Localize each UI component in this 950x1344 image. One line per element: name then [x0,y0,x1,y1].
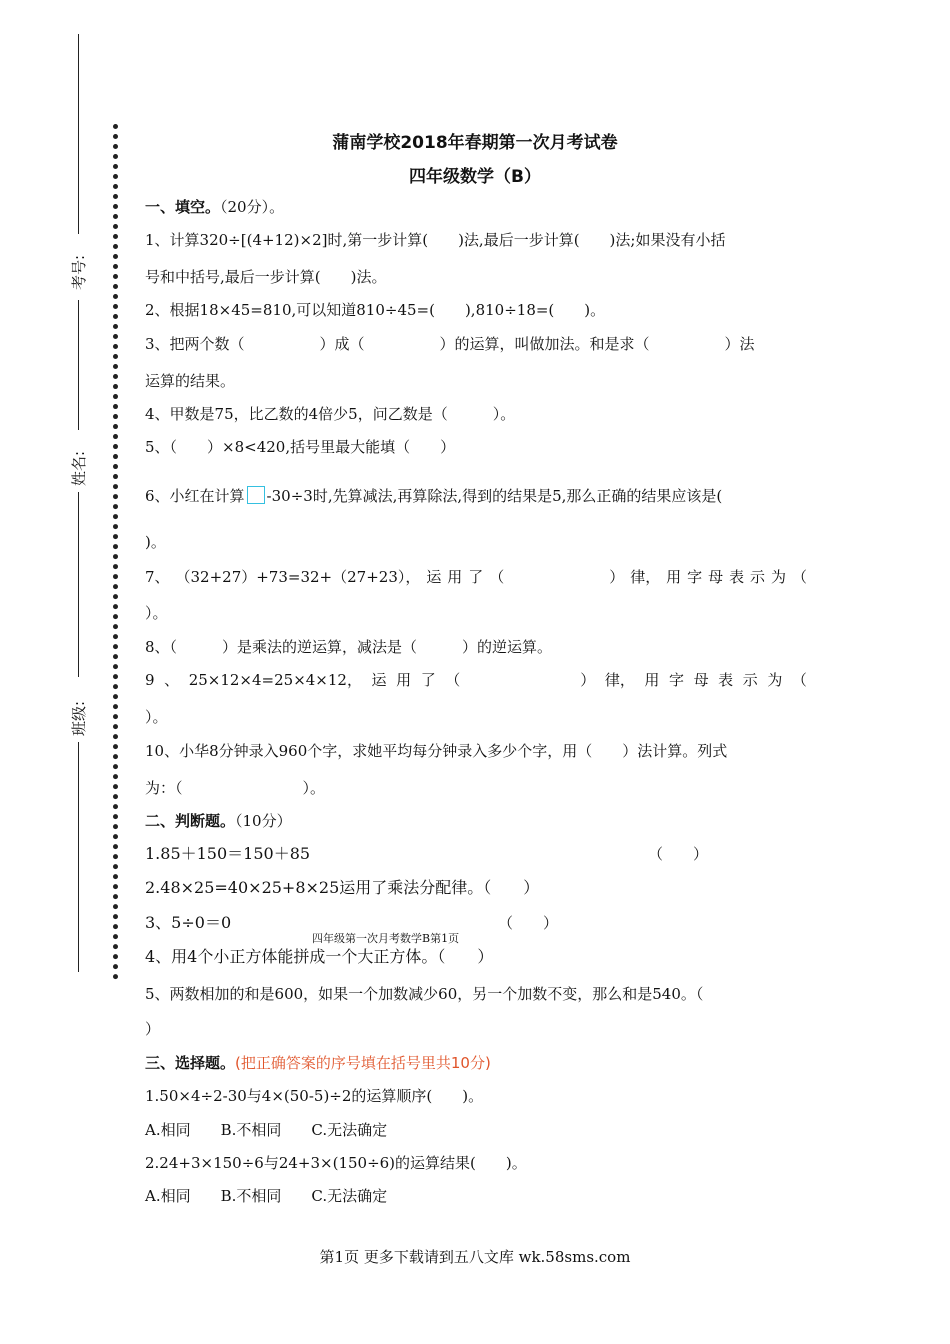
section-2-heading [145,811,292,831]
q9-part: 用 [396,671,412,689]
q9-part: 律， [604,671,635,689]
q7-part: 律， [630,568,661,586]
margin-line-lower [78,492,79,677]
q9-part: （ ） [445,671,596,689]
q7-part: 母 [708,568,724,586]
judge-5-line-1: 5、两数相加的和是600，如果一个加数减少60，另一个加数不变，那么和是540。（ [145,985,704,1003]
question-6-after: -30÷3时,先算减法,再算除法,得到的结果是5,那么正确的结果应该是( [266,487,723,505]
question-7-line-2: ）。 [145,604,168,622]
question-9-line-2: ）。 [145,708,168,726]
question-3-line-2: 运算的结果。 [145,372,236,390]
q7-part: 用 [447,568,463,586]
class-label: 班级: [70,700,88,736]
exam-number-label: 考号: [70,254,88,290]
question-6-line-1 [145,486,722,506]
section-1-score: （20分）。 [220,198,285,216]
q9-part: 了 [420,671,436,689]
choice-2: 2.24+3×150÷6与24+3×(150÷6)的运算结果( )。 [145,1154,527,1172]
question-9-line-1 [145,670,807,690]
name-label: 姓名: [70,450,88,486]
choice-2-options: A.相同 B.不相同 C.无法确定 [145,1187,388,1205]
choice-1: 1.50×4÷2-30与4×(50-5)÷2的运算顺序( )。 [145,1087,484,1105]
q7-part: （ ） [489,568,625,586]
q7-part: 为 [771,568,787,586]
section-1-title: 一、填空。 [145,198,221,216]
q9-part: 示 [742,671,758,689]
q7-part: （ [791,568,807,586]
question-3-line-1: 3、把两个数（ ）成（ ）的运算，叫做加法。和是求（ ）法 [145,335,755,353]
q9-part: 运 [371,671,387,689]
judge-4: 4、用4个小正方体能拼成一个大正方体。（ ） [145,947,494,966]
margin-line-middle [78,300,79,430]
question-6-before: 6、小红在计算 [145,487,245,505]
section-3-title: 三、选择题。 [145,1054,236,1072]
blank-square-icon [247,486,265,504]
q9-part: 母 [693,671,709,689]
question-6-line-2: )。 [145,533,166,551]
q7-part: （32+27）+73=32+（27+23）， [175,568,421,586]
q9-part: 为 [767,671,783,689]
margin-line-bottom [78,742,79,972]
q7-part: 字 [687,568,703,586]
question-1-line-1: 1、计算320÷[(4+12)×2]时,第一步计算( )法,最后一步计算( )法;如果没有小括 [145,231,726,249]
judge-1: 1.85＋150＝150＋85 [145,844,311,863]
page-footer: 第1页 更多下载请到五八文库 wk.58sms.com [319,1248,631,1266]
page-subtitle: 四年级数学（B） [409,167,541,187]
q9-part: 9 [145,671,155,689]
question-8: 8、（ ）是乘法的逆运算，减法是（ ）的逆运算。 [145,638,553,656]
q7-part: 表 [729,568,745,586]
judge-3: 3、5÷0＝0 [145,913,232,932]
section-3-heading [145,1053,491,1073]
question-10-line-2: 为：（ ）。 [145,779,326,797]
q7-part: 7、 [145,568,170,586]
judge-5-line-2: ） [145,1020,161,1038]
q9-part: 表 [718,671,734,689]
overlay-page-footer: 四年级第一次月考数学B第1页 [312,932,460,945]
q9-part: （ [791,671,807,689]
q7-part: 用 [666,568,682,586]
q9-part: 用 [644,671,660,689]
page-title: 蒲南学校2018年春期第一次月考试卷 [332,133,618,153]
section-3-note: (把正确答案的序号填在括号里共10分) [235,1054,491,1072]
section-2-title: 二、判断题。 [145,812,236,830]
binding-dotted-line [113,124,118,980]
question-10-line-1: 10、小华8分钟录入960个字，求她平均每分钟录入多少个字，用（ ）法计算。列式 [145,742,728,760]
choice-1-options: A.相同 B.不相同 C.无法确定 [145,1121,388,1139]
judge-3-paren: （ ） [498,914,559,932]
section-1-heading [145,197,284,217]
q7-part: 了 [468,568,484,586]
question-7-line-1 [145,567,807,587]
judge-1-paren: （ ） [648,845,709,863]
question-1-line-2: 号和中括号,最后一步计算( )法。 [145,268,387,286]
q9-part: 25×12×4=25×4×12， [188,671,362,689]
question-4: 4、甲数是75，比乙数的4倍少5，问乙数是（ ）。 [145,405,516,423]
q9-part: 、 [164,671,180,689]
q7-part: 运 [426,568,442,586]
q7-part: 示 [750,568,766,586]
question-2: 2、根据18×45=810,可以知道810÷45=( ),810÷18=( )。 [145,301,606,319]
q9-part: 字 [669,671,685,689]
section-2-score: （10分） [235,812,292,830]
question-5: 5、（ ）×8<420,括号里最大能填（ ） [145,438,456,456]
judge-2: 2.48×25=40×25+8×25运用了乘法分配律。（ ） [145,878,540,897]
